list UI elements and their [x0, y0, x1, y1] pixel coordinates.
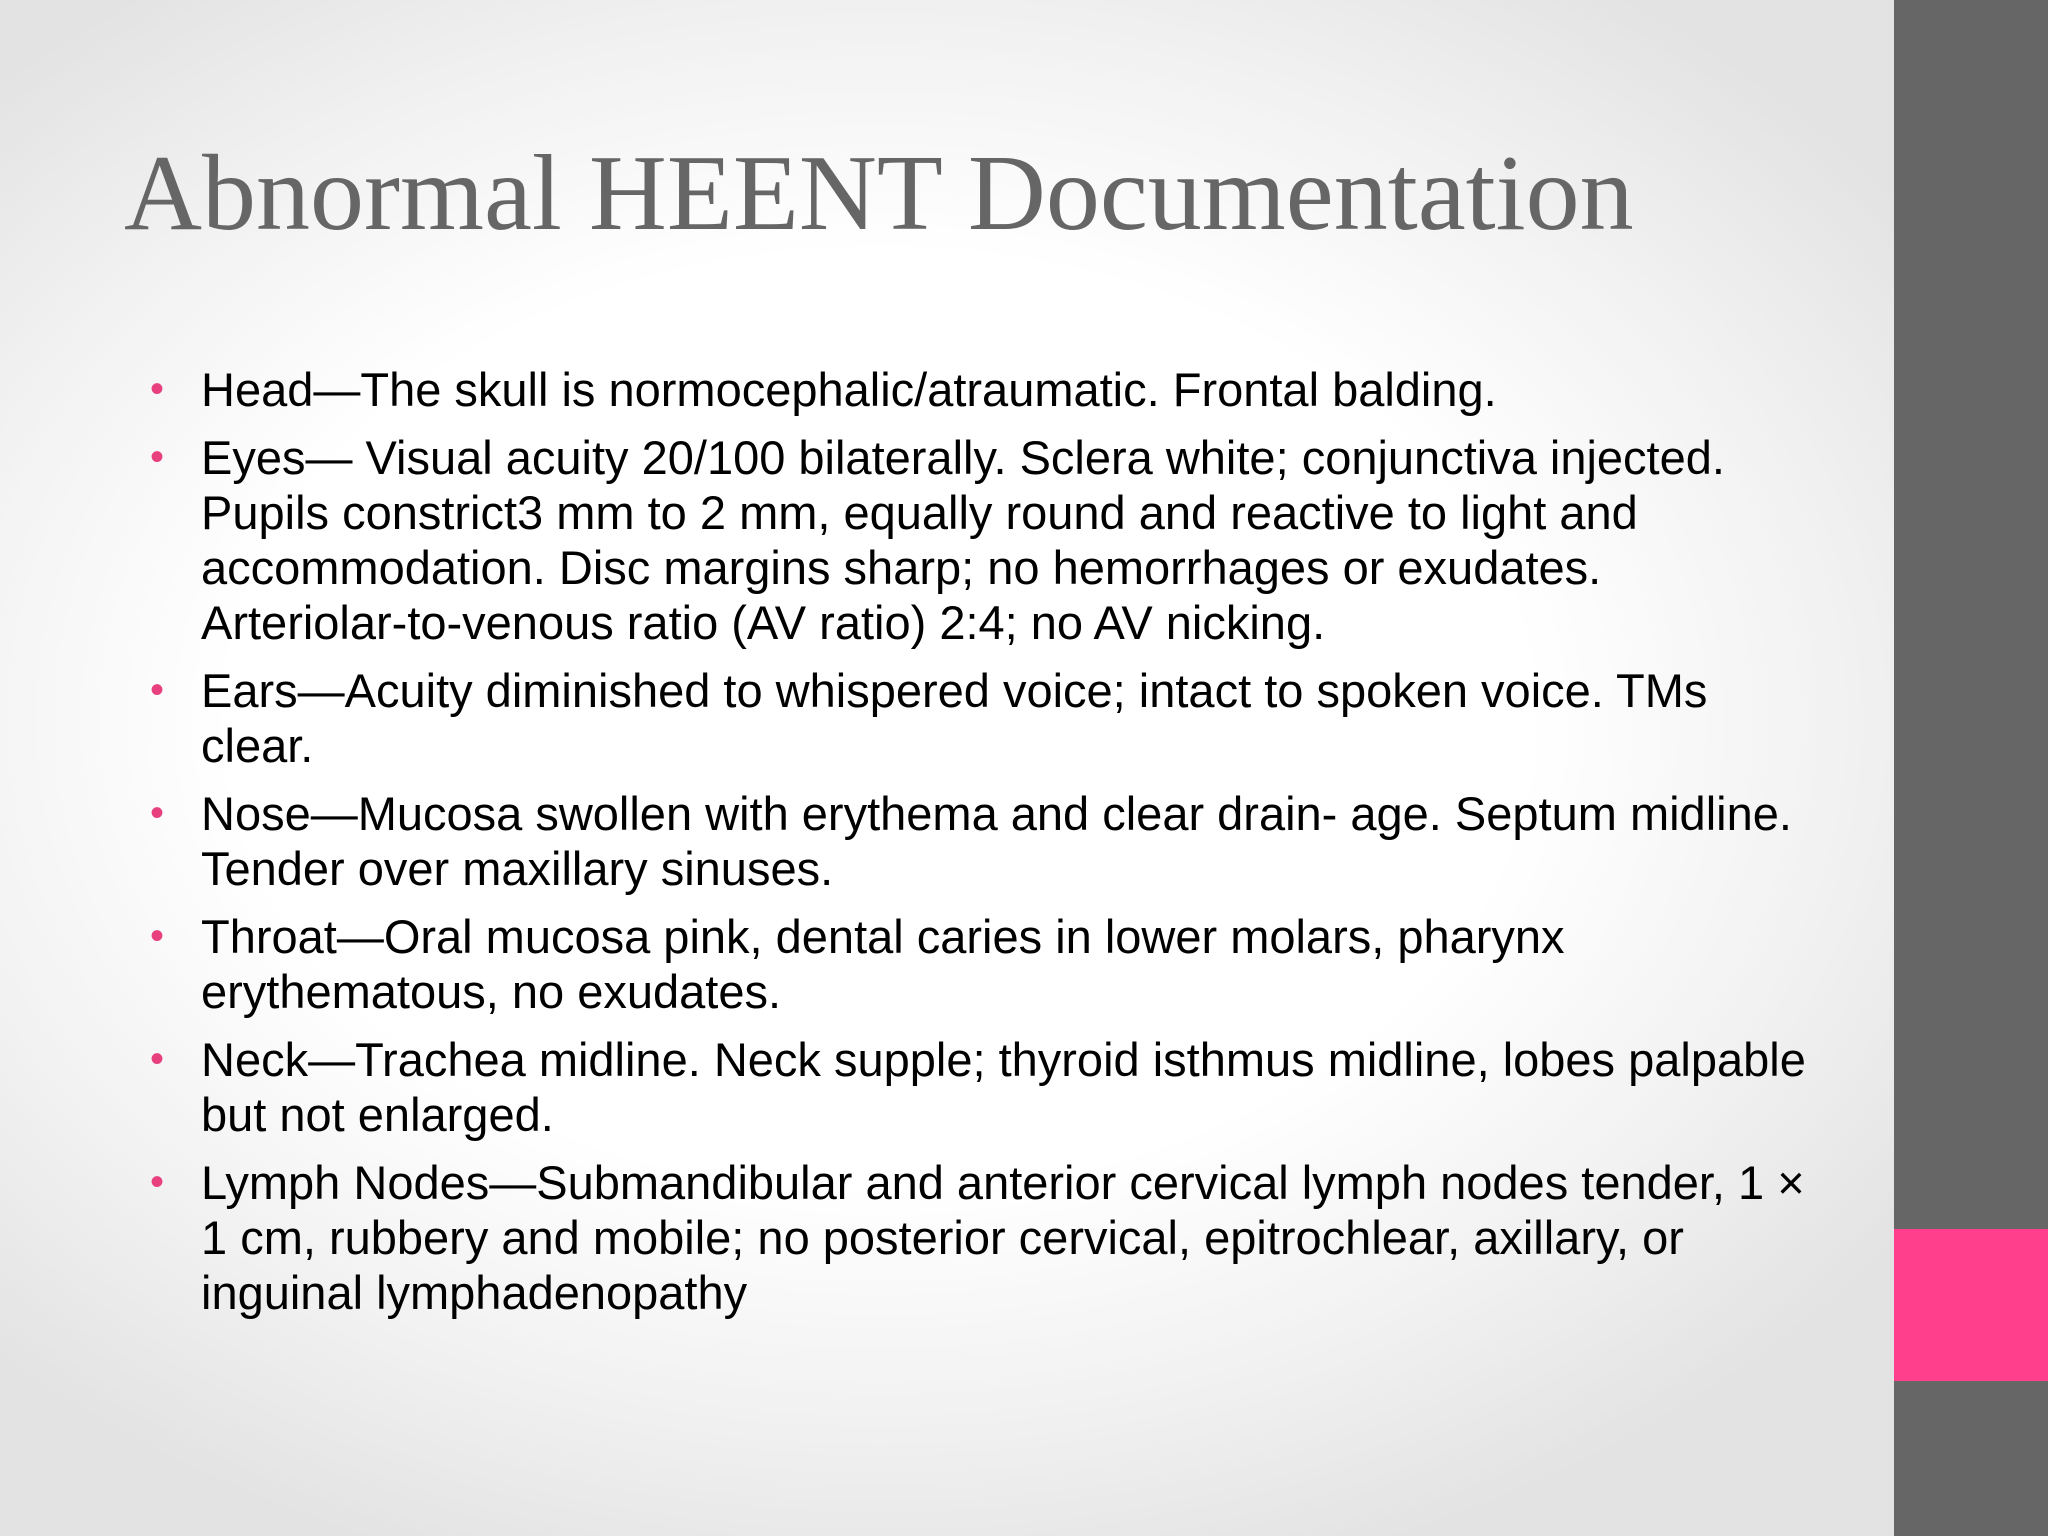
bullet-item-throat: [146, 909, 1806, 1019]
bullet-text: Nose—Mucosa swollen with erythema and clear drain- age. Septum midline. Tender over maxillary sinuses.: [201, 787, 1792, 895]
bullet-item-neck: [146, 1032, 1806, 1142]
bullet-item-nose: [146, 786, 1806, 896]
bullet-item-ears: [146, 663, 1806, 773]
side-accent: [1894, 1229, 2048, 1381]
bullet-text: Eyes— Visual acuity 20/100 bilaterally. Sclera white; conjunctiva injected. Pupils constrict3 mm to 2 mm, equally round and reactive to light and accommodation. Disc margins sharp; no hemorrhages or exudates. Arteriolar-to-venous ratio (AV ratio) 2:4; no AV nicking.: [201, 431, 1725, 649]
bullet-marker-icon: •: [150, 1037, 165, 1081]
bullet-marker-icon: •: [150, 367, 165, 411]
bullet-text: Throat—Oral mucosa pink, dental caries in lower molars, pharynx erythematous, no exudates.: [201, 910, 1565, 1018]
bullet-marker-icon: •: [150, 1160, 165, 1204]
bullet-text: Lymph Nodes—Submandibular and anterior cervical lymph nodes tender, 1 × 1 cm, rubbery and mobile; no posterior cervical, epitrochlear, axillary, or inguinal lymphadenopathy: [201, 1156, 1805, 1319]
bullet-item-eyes: [146, 430, 1806, 650]
bullet-item-head: [146, 362, 1806, 417]
bullet-marker-icon: •: [150, 435, 165, 479]
bullet-marker-icon: •: [150, 668, 165, 712]
bullet-text: Ears—Acuity diminished to whispered voice; intact to spoken voice. TMs clear.: [201, 664, 1708, 772]
bullet-list: [146, 362, 1806, 1333]
bullet-text: Head—The skull is normocephalic/atraumatic. Frontal balding.: [201, 363, 1497, 416]
slide-title: Abnormal HEENT Documentation: [124, 134, 1634, 253]
bullet-marker-icon: •: [150, 914, 165, 958]
bullet-text: Neck—Trachea midline. Neck supple; thyroid isthmus midline, lobes palpable but not enlarged.: [201, 1033, 1806, 1141]
bullet-marker-icon: •: [150, 791, 165, 835]
bullet-item-lymph-nodes: [146, 1155, 1806, 1320]
